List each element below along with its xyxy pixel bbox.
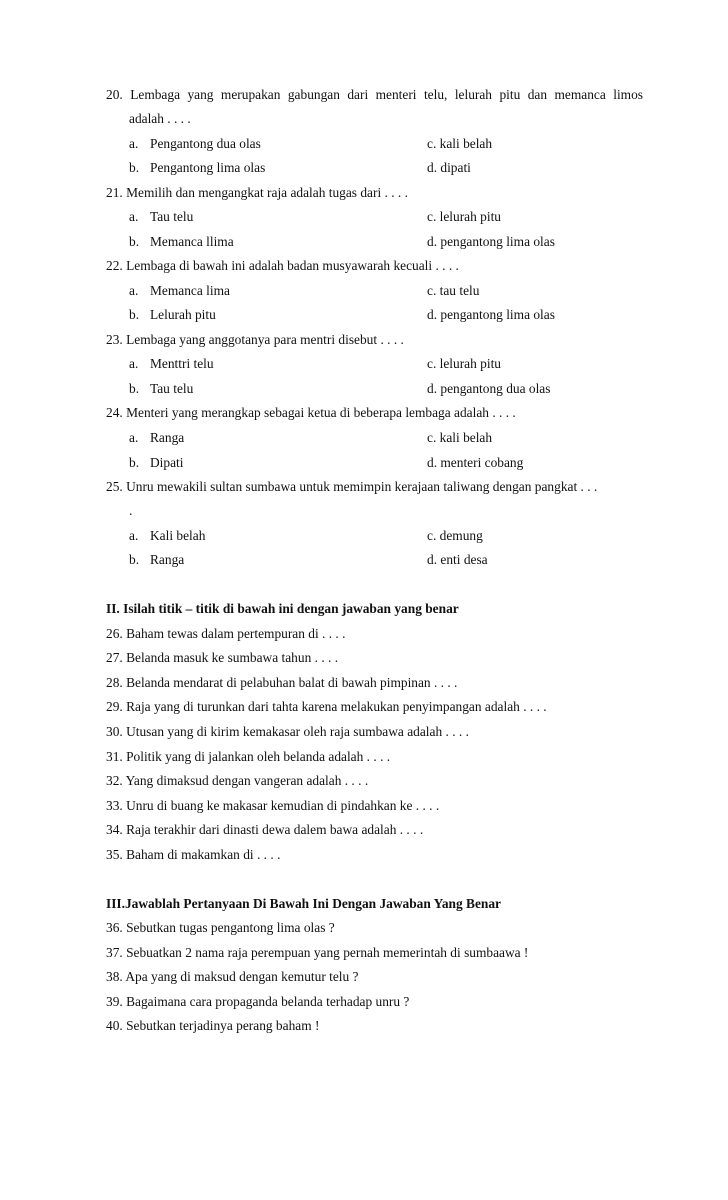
question-text: Lembaga yang merupakan gabungan dari menteri telu, lelurah pitu dan memanca limos [130, 87, 643, 102]
question-number: 21. [106, 185, 123, 200]
option-a: a. Ranga [129, 430, 185, 445]
option-b: b. Ranga [129, 552, 185, 567]
question-24 [106, 405, 516, 421]
section-2-heading: II. Isilah titik – titik di bawah ini dengan jawaban yang benar [106, 601, 459, 616]
option-d: d. pengantong dua olas [427, 381, 551, 396]
fill-in-item: 33. Unru di buang ke makasar kemudian di pindahkan ke . . . . [106, 798, 440, 813]
question-23 [106, 332, 404, 348]
option-a: a. Memanca lima [129, 283, 230, 298]
question-25 [106, 479, 597, 495]
option-c: c. kali belah [427, 136, 493, 151]
option-c: c. kali belah [427, 430, 493, 445]
option-d: d. pengantong lima olas [427, 307, 555, 322]
question-number: 23. [106, 332, 123, 347]
question-number: 22. [106, 258, 123, 273]
question-number: 24. [106, 405, 123, 420]
option-d: d. enti desa [427, 552, 488, 567]
question-20-continuation: adalah . . . . [129, 111, 191, 126]
option-a: a. Menttri telu [129, 356, 214, 371]
fill-in-item: 29. Raja yang di turunkan dari tahta karena melakukan penyimpangan adalah . . . . [106, 699, 547, 714]
option-d: d. dipati [427, 160, 471, 175]
question-text: Unru mewakili sultan sumbawa untuk memimpin kerajaan taliwang dengan pangkat . . . [126, 479, 598, 494]
option-d: d. pengantong lima olas [427, 234, 555, 249]
fill-in-item: 28. Belanda mendarat di pelabuhan balat di bawah pimpinan . . . . [106, 675, 458, 690]
option-b: b. Lelurah pitu [129, 307, 216, 322]
question-text: Lembaga yang anggotanya para mentri disebut . . . . [126, 332, 404, 347]
fill-in-item: 31. Politik yang di jalankan oleh belanda adalah . . . . [106, 749, 391, 764]
option-d: d. menteri cobang [427, 455, 524, 470]
question-text: Lembaga di bawah ini adalah badan musyawarah kecuali . . . . [126, 258, 459, 273]
question-20 [106, 87, 643, 103]
option-b: b. Dipati [129, 455, 184, 470]
option-c: c. lelurah pitu [427, 209, 501, 224]
question-21 [106, 185, 408, 201]
option-a: a. Tau telu [129, 209, 194, 224]
option-c: c. tau telu [427, 283, 480, 298]
question-25-continuation: . [129, 503, 133, 518]
fill-in-item: 34. Raja terakhir dari dinasti dewa dalem bawa adalah . . . . [106, 822, 424, 837]
question-number: 25. [106, 479, 123, 494]
option-b: b. Pengantong lima olas [129, 160, 266, 175]
fill-in-item: 26. Baham tewas dalam pertempuran di . . . . [106, 626, 346, 641]
option-c: c. lelurah pitu [427, 356, 501, 371]
essay-item: 38. Apa yang di maksud dengan kemutur telu ? [106, 969, 359, 984]
question-text: Menteri yang merangkap sebagai ketua di beberapa lembaga adalah . . . . [126, 405, 516, 420]
fill-in-item: 32. Yang dimaksud dengan vangeran adalah . . . . [106, 773, 369, 788]
fill-in-item: 27. Belanda masuk ke sumbawa tahun . . . . [106, 650, 339, 665]
option-a: a. Pengantong dua olas [129, 136, 261, 151]
fill-in-item: 35. Baham di makamkan di . . . . [106, 847, 281, 862]
question-text: Memilih dan mengangkat raja adalah tugas dari . . . . [126, 185, 408, 200]
fill-in-item: 30. Utusan yang di kirim kemakasar oleh raja sumbawa adalah . . . . [106, 724, 469, 739]
essay-item: 37. Sebuatkan 2 nama raja perempuan yang pernah memerintah di sumbaawa ! [106, 945, 529, 960]
essay-item: 36. Sebutkan tugas pengantong lima olas ? [106, 920, 335, 935]
essay-item: 39. Bagaimana cara propaganda belanda terhadap unru ? [106, 994, 410, 1009]
question-number: 20. [106, 87, 123, 102]
option-c: c. demung [427, 528, 483, 543]
essay-item: 40. Sebutkan terjadinya perang baham ! [106, 1018, 320, 1033]
option-b: b. Tau telu [129, 381, 194, 396]
section-3-heading: III.Jawablah Pertanyaan Di Bawah Ini Dengan Jawaban Yang Benar [106, 896, 501, 911]
option-b: b. Memanca llima [129, 234, 234, 249]
option-a: a. Kali belah [129, 528, 206, 543]
question-22 [106, 258, 459, 274]
